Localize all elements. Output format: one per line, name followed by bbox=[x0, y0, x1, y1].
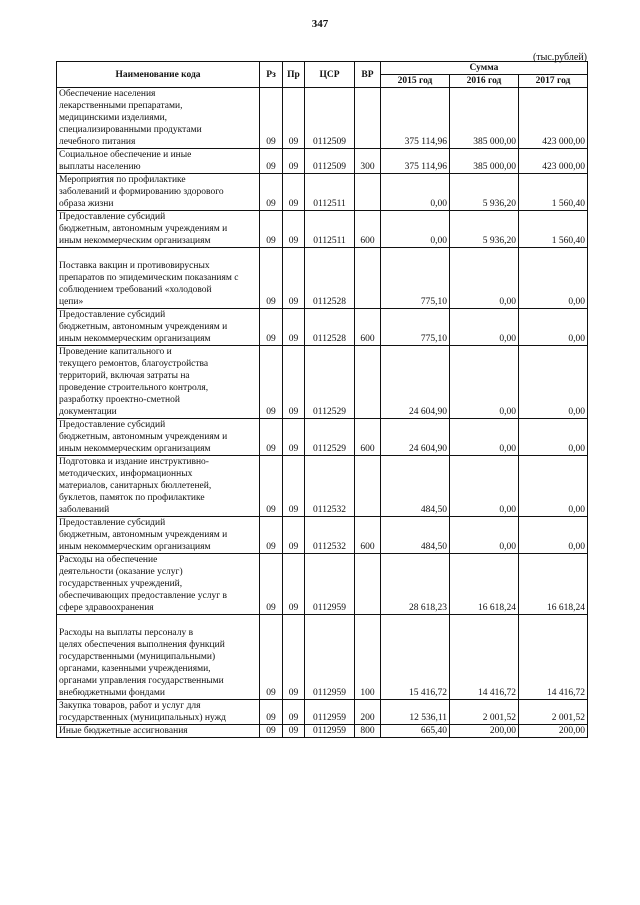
row-2015-cell: 15 416,72 bbox=[381, 615, 450, 700]
row-vr-cell: 300 bbox=[355, 149, 381, 174]
row-name-cell: Предоставление субсидий бюджетным, автономным учреждениям и иным некоммерческим организациям bbox=[57, 517, 260, 554]
row-csr-cell: 0112532 bbox=[305, 456, 355, 517]
row-2015-cell: 24 604,90 bbox=[381, 419, 450, 456]
table-row bbox=[57, 211, 588, 248]
row-rz-cell: 09 bbox=[260, 149, 283, 174]
row-2015-cell: 775,10 bbox=[381, 248, 450, 309]
row-2016-cell: 16 618,24 bbox=[450, 554, 519, 615]
row-2016-cell: 0,00 bbox=[450, 346, 519, 419]
budget-table bbox=[56, 61, 588, 738]
row-vr-cell bbox=[355, 88, 381, 149]
row-pr-cell: 09 bbox=[283, 615, 305, 700]
row-rz-cell: 09 bbox=[260, 725, 283, 738]
row-name-cell: Мероприятия по профилактике заболеваний и формированию здорового образа жизни bbox=[57, 174, 260, 211]
row-pr-cell: 09 bbox=[283, 346, 305, 419]
row-rz-cell: 09 bbox=[260, 700, 283, 725]
row-2015-cell: 0,00 bbox=[381, 174, 450, 211]
row-rz-cell: 09 bbox=[260, 615, 283, 700]
row-rz-cell: 09 bbox=[260, 554, 283, 615]
row-pr-cell: 09 bbox=[283, 456, 305, 517]
header-name: Наименование кода bbox=[57, 62, 260, 88]
row-vr-cell bbox=[355, 346, 381, 419]
row-csr-cell: 0112509 bbox=[305, 149, 355, 174]
row-csr-cell: 0112529 bbox=[305, 346, 355, 419]
row-rz-cell: 09 bbox=[260, 309, 283, 346]
row-name-cell: Социальное обеспечение и иные выплаты населению bbox=[57, 149, 260, 174]
row-2017-cell: 423 000,00 bbox=[519, 149, 588, 174]
row-name-cell: Проведение капитального и текущего ремонтов, благоустройства территорий, включая затраты на проведение строительного контроля, разработку проектно-сметной документации bbox=[57, 346, 260, 419]
row-2017-cell: 200,00 bbox=[519, 725, 588, 738]
row-rz-cell: 09 bbox=[260, 517, 283, 554]
row-pr-cell: 09 bbox=[283, 517, 305, 554]
row-2015-cell: 28 618,23 bbox=[381, 554, 450, 615]
row-2015-cell: 775,10 bbox=[381, 309, 450, 346]
row-csr-cell: 0112532 bbox=[305, 517, 355, 554]
row-2017-cell: 423 000,00 bbox=[519, 88, 588, 149]
row-2016-cell: 5 936,20 bbox=[450, 211, 519, 248]
row-csr-cell: 0112959 bbox=[305, 615, 355, 700]
row-pr-cell: 09 bbox=[283, 419, 305, 456]
row-2017-cell: 0,00 bbox=[519, 346, 588, 419]
row-vr-cell: 600 bbox=[355, 419, 381, 456]
row-2015-cell: 375 114,96 bbox=[381, 88, 450, 149]
table-row bbox=[57, 456, 588, 517]
table-row bbox=[57, 346, 588, 419]
row-2015-cell: 12 536,11 bbox=[381, 700, 450, 725]
row-2015-cell: 0,00 bbox=[381, 211, 450, 248]
table-row bbox=[57, 700, 588, 725]
row-csr-cell: 0112529 bbox=[305, 419, 355, 456]
row-vr-cell bbox=[355, 456, 381, 517]
row-2017-cell: 14 416,72 bbox=[519, 615, 588, 700]
row-csr-cell: 0112528 bbox=[305, 309, 355, 346]
header-year-2017: 2017 год bbox=[519, 75, 588, 88]
row-csr-cell: 0112528 bbox=[305, 248, 355, 309]
row-csr-cell: 0112509 bbox=[305, 88, 355, 149]
row-vr-cell: 600 bbox=[355, 517, 381, 554]
row-csr-cell: 0112959 bbox=[305, 554, 355, 615]
table-row bbox=[57, 615, 588, 700]
row-2016-cell: 0,00 bbox=[450, 517, 519, 554]
row-2016-cell: 5 936,20 bbox=[450, 174, 519, 211]
header-year-2016: 2016 год bbox=[450, 75, 519, 88]
row-vr-cell: 600 bbox=[355, 211, 381, 248]
row-2017-cell: 1 560,40 bbox=[519, 211, 588, 248]
units-label: (тыс.рублей) bbox=[532, 52, 587, 63]
header-rz: Рз bbox=[260, 62, 283, 88]
row-2016-cell: 200,00 bbox=[450, 725, 519, 738]
header-vr: ВР bbox=[355, 62, 381, 88]
row-rz-cell: 09 bbox=[260, 248, 283, 309]
row-2016-cell: 385 000,00 bbox=[450, 88, 519, 149]
row-rz-cell: 09 bbox=[260, 346, 283, 419]
row-2017-cell: 0,00 bbox=[519, 517, 588, 554]
table-row bbox=[57, 88, 588, 149]
table-row bbox=[57, 554, 588, 615]
row-2016-cell: 14 416,72 bbox=[450, 615, 519, 700]
header-year-2015: 2015 год bbox=[381, 75, 450, 88]
row-vr-cell: 200 bbox=[355, 700, 381, 725]
table-row bbox=[57, 174, 588, 211]
row-name-cell: Поставка вакцин и противовирусных препаратов по эпидемическим показаниям с соблюдением требований «холодовой цепи» bbox=[57, 248, 260, 309]
row-name-cell: Предоставление субсидий бюджетным, автономным учреждениям и иным некоммерческим организациям bbox=[57, 419, 260, 456]
row-2015-cell: 484,50 bbox=[381, 456, 450, 517]
row-vr-cell bbox=[355, 174, 381, 211]
row-pr-cell: 09 bbox=[283, 211, 305, 248]
table-row bbox=[57, 309, 588, 346]
row-2016-cell: 0,00 bbox=[450, 419, 519, 456]
row-name-cell: Иные бюджетные ассигнования bbox=[57, 725, 260, 738]
row-name-cell: Расходы на выплаты персоналу в целях обеспечения выполнения функций государственными (муниципальными) органами, казенными учреждениями, органами управления государственными внебюджетными фондами bbox=[57, 615, 260, 700]
row-2016-cell: 0,00 bbox=[450, 456, 519, 517]
row-rz-cell: 09 bbox=[260, 456, 283, 517]
row-2016-cell: 0,00 bbox=[450, 309, 519, 346]
row-csr-cell: 0112511 bbox=[305, 211, 355, 248]
row-vr-cell: 100 bbox=[355, 615, 381, 700]
row-name-cell: Предоставление субсидий бюджетным, автономным учреждениям и иным некоммерческим организациям bbox=[57, 211, 260, 248]
row-pr-cell: 09 bbox=[283, 725, 305, 738]
row-rz-cell: 09 bbox=[260, 174, 283, 211]
header-pr: Пр bbox=[283, 62, 305, 88]
row-pr-cell: 09 bbox=[283, 248, 305, 309]
header-csr: ЦСР bbox=[305, 62, 355, 88]
row-csr-cell: 0112959 bbox=[305, 725, 355, 738]
row-rz-cell: 09 bbox=[260, 419, 283, 456]
row-2017-cell: 0,00 bbox=[519, 309, 588, 346]
table-row bbox=[57, 725, 588, 738]
row-2015-cell: 375 114,96 bbox=[381, 149, 450, 174]
row-name-cell: Расходы на обеспечение деятельности (оказание услуг) государственных учреждений, обеспечивающих предоставление услуг в сфере здравоохранения bbox=[57, 554, 260, 615]
row-2016-cell: 0,00 bbox=[450, 248, 519, 309]
row-pr-cell: 09 bbox=[283, 149, 305, 174]
row-pr-cell: 09 bbox=[283, 700, 305, 725]
row-vr-cell bbox=[355, 248, 381, 309]
row-2017-cell: 0,00 bbox=[519, 248, 588, 309]
row-name-cell: Закупка товаров, работ и услуг для государственных (муниципальных) нужд bbox=[57, 700, 260, 725]
header-sum: Сумма bbox=[381, 62, 588, 75]
row-2015-cell: 24 604,90 bbox=[381, 346, 450, 419]
row-vr-cell bbox=[355, 554, 381, 615]
table-row bbox=[57, 248, 588, 309]
row-csr-cell: 0112511 bbox=[305, 174, 355, 211]
row-pr-cell: 09 bbox=[283, 554, 305, 615]
row-pr-cell: 09 bbox=[283, 174, 305, 211]
table-row bbox=[57, 419, 588, 456]
row-2017-cell: 16 618,24 bbox=[519, 554, 588, 615]
table-row bbox=[57, 149, 588, 174]
row-rz-cell: 09 bbox=[260, 88, 283, 149]
row-csr-cell: 0112959 bbox=[305, 700, 355, 725]
page-number: 347 bbox=[311, 18, 329, 30]
row-name-cell: Подготовка и издание инструктивно- методических, информационных материалов, санитарных бюллетеней, буклетов, памяток по профилактике заболеваний bbox=[57, 456, 260, 517]
row-2017-cell: 1 560,40 bbox=[519, 174, 588, 211]
row-name-cell: Предоставление субсидий бюджетным, автономным учреждениям и иным некоммерческим организациям bbox=[57, 309, 260, 346]
row-pr-cell: 09 bbox=[283, 88, 305, 149]
row-2017-cell: 0,00 bbox=[519, 456, 588, 517]
row-vr-cell: 800 bbox=[355, 725, 381, 738]
table-body bbox=[57, 88, 588, 738]
row-rz-cell: 09 bbox=[260, 211, 283, 248]
row-pr-cell: 09 bbox=[283, 309, 305, 346]
row-2015-cell: 484,50 bbox=[381, 517, 450, 554]
row-2016-cell: 2 001,52 bbox=[450, 700, 519, 725]
row-vr-cell: 600 bbox=[355, 309, 381, 346]
row-2016-cell: 385 000,00 bbox=[450, 149, 519, 174]
row-2017-cell: 2 001,52 bbox=[519, 700, 588, 725]
row-2017-cell: 0,00 bbox=[519, 419, 588, 456]
row-2015-cell: 665,40 bbox=[381, 725, 450, 738]
table-row bbox=[57, 517, 588, 554]
row-name-cell: Обеспечение населения лекарственными препаратами, медицинскими изделиями, специализированными продуктами лечебного питания bbox=[57, 88, 260, 149]
